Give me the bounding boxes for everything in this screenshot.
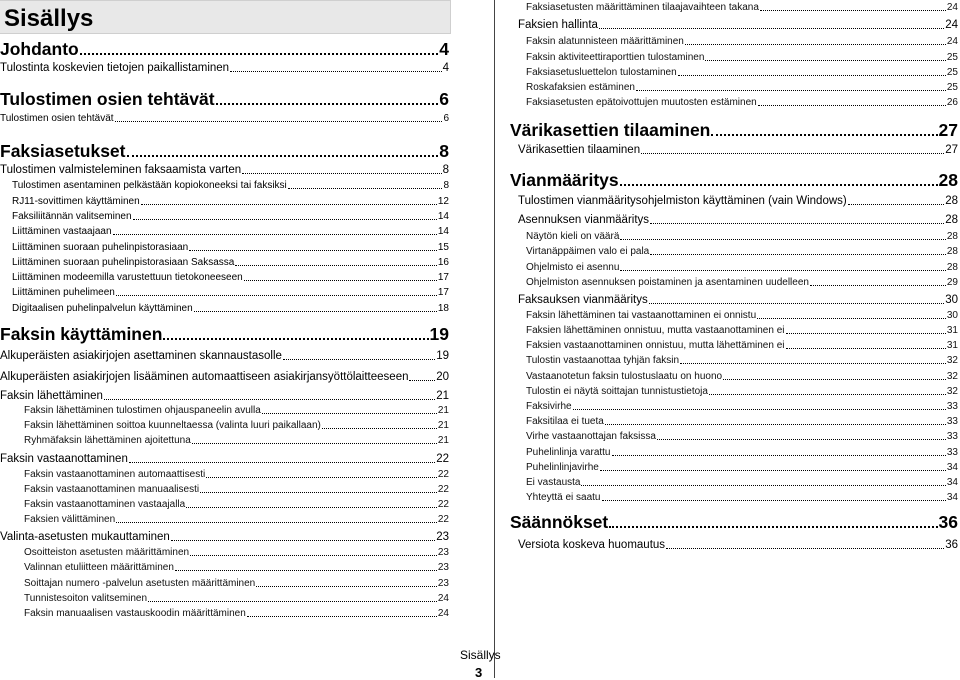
toc-page-number: 33 [946, 447, 958, 458]
toc-entry-title: Tulostimen valmisteleminen faksaamista varten [0, 163, 242, 176]
toc-leader-dots [256, 586, 437, 587]
toc-leader-dots [620, 239, 945, 240]
toc-page-number: 28 [946, 231, 958, 242]
toc-entry-title: Värikasettien tilaaminen [518, 143, 641, 156]
toc-page-number: 18 [437, 303, 449, 314]
toc-chapter-entry[interactable] [0, 38, 449, 59]
toc-entry[interactable] [24, 421, 449, 431]
toc-leader-dots [680, 363, 946, 364]
toc-entry-title: Faksien lähettäminen onnistuu, mutta vastaanottaminen ei [526, 325, 785, 336]
toc-leader-dots [133, 219, 437, 220]
toc-chapter-entry[interactable] [0, 323, 449, 344]
toc-entry-title: Versiota koskeva huomautus [518, 538, 666, 551]
toc-page-number: 31 [946, 340, 958, 351]
toc-page-number: 34 [946, 462, 958, 473]
toc-entry[interactable] [526, 326, 958, 336]
toc-entry[interactable] [526, 432, 958, 442]
toc-entry-title: Faksin lähettäminen [0, 389, 103, 402]
toc-entry-title: Tulostimen vianmääritysohjelmiston käyttäminen (vain Windows) [518, 194, 847, 207]
toc-leader-dots [620, 270, 945, 271]
toc-leader-dots [666, 548, 944, 549]
toc-leader-dots [609, 526, 937, 528]
toc-entry-title: Soittajan numero -palvelun asetusten määrittäminen [24, 578, 256, 589]
toc-entry-title: Tulostimen osien tehtävät [0, 113, 114, 124]
toc-entry-title: Liittäminen suoraan puhelinpistorasiaan Saksassa [12, 257, 235, 268]
toc-leader-dots [216, 103, 439, 105]
toc-page-number: 36 [938, 511, 958, 532]
column-divider [494, 0, 495, 678]
toc-leader-dots [723, 379, 946, 380]
contents-header-bar [0, 0, 451, 34]
toc-leader-dots [80, 53, 439, 55]
toc-entry[interactable] [526, 356, 958, 366]
toc-page-number: 12 [437, 196, 449, 207]
toc-leader-dots [171, 540, 435, 541]
toc-page-number: 6 [443, 113, 449, 124]
toc-leader-dots [758, 105, 946, 106]
toc-page-number: 26 [946, 97, 958, 108]
toc-leader-dots [573, 409, 946, 410]
toc-leader-dots [786, 348, 946, 349]
toc-entry[interactable] [0, 114, 449, 124]
toc-leader-dots [200, 492, 437, 493]
toc-entry[interactable] [526, 263, 958, 273]
toc-entry[interactable] [24, 485, 449, 495]
toc-entry-title: Faksiasetusten määrittäminen tilaajavaihteen takana [526, 2, 759, 13]
toc-entry-title: Faksin vastaanottaminen [0, 452, 128, 465]
toc-entry-title: Faksin vastaanottaminen vastaajalla [24, 499, 186, 510]
toc-page-number: 30 [945, 293, 958, 306]
toc-entry-title: RJ11-sovittimen käyttäminen [12, 196, 140, 207]
toc-page-number: 22 [437, 514, 449, 525]
toc-entry[interactable] [526, 83, 958, 93]
toc-entry-title: Asennuksen vianmääritys [518, 213, 650, 226]
toc-entry[interactable] [526, 417, 958, 427]
toc-page-number: 24 [945, 18, 958, 31]
toc-leader-dots [283, 359, 435, 360]
toc-entry-title: Tulostinta koskevien tietojen paikallistaminen [0, 61, 230, 74]
toc-entry[interactable] [12, 288, 449, 298]
toc-leader-dots [116, 295, 437, 296]
toc-entry-title: Johdanto [0, 38, 79, 59]
toc-page-number: 25 [946, 67, 958, 78]
toc-entry[interactable] [12, 258, 449, 268]
toc-leader-dots [786, 333, 946, 334]
toc-entry-title: Faksiasetusten epätoivottujen muutosten estäminen [526, 97, 757, 108]
toc-leader-dots [262, 413, 437, 414]
toc-page-number: 34 [946, 492, 958, 503]
toc-entry-title: Faksin vastaanottaminen automaattisesti [24, 469, 206, 480]
toc-page-number: 33 [946, 431, 958, 442]
toc-page-number: 24 [437, 608, 449, 619]
toc-leader-dots [141, 204, 437, 205]
toc-leader-dots [848, 204, 944, 205]
toc-entry-title: Faksin lähettäminen tulostimen ohjauspaneelin avulla [24, 405, 261, 416]
toc-leader-dots [602, 500, 946, 501]
toc-leader-dots [709, 394, 946, 395]
toc-page-number: 25 [946, 52, 958, 63]
toc-entry-title: Liittäminen vastaajaan [12, 226, 112, 237]
toc-entry-title: Faksin manuaalisen vastauskoodin määrittäminen [24, 608, 246, 619]
toc-page-number: 23 [437, 562, 449, 573]
toc-leader-dots [175, 570, 437, 571]
toc-page-number: 32 [946, 355, 958, 366]
toc-entry[interactable] [24, 579, 449, 589]
toc-entry-title: Puhelinlinjavirhe [526, 462, 599, 473]
toc-leader-dots [711, 134, 937, 136]
toc-leader-dots [599, 28, 944, 29]
toc-leader-dots [244, 280, 437, 281]
toc-entry-title: Faksin käyttäminen [0, 323, 163, 344]
toc-page-number: 4 [442, 61, 449, 74]
toc-entry-title: Faksien vastaanottaminen onnistuu, mutta lähettäminen ei [526, 340, 785, 351]
page-title: Sisällys [4, 5, 94, 32]
toc-page-number: 23 [437, 578, 449, 589]
toc-entry[interactable] [526, 448, 958, 458]
toc-entry-title: Faksitilaa ei tueta [526, 416, 604, 427]
toc-page-number: 21 [437, 405, 449, 416]
toc-entry-title: Ei vastausta [526, 477, 581, 488]
toc-page-number: 28 [938, 169, 958, 190]
toc-leader-dots [230, 71, 442, 72]
toc-page-number: 8 [442, 163, 449, 176]
toc-page-number: 14 [437, 211, 449, 222]
toc-entry[interactable] [518, 540, 958, 552]
toc-entry-title: Virtanäppäimen valo ei pala [526, 246, 650, 257]
toc-page-number: 25 [946, 82, 958, 93]
toc-page-number: 19 [436, 349, 449, 362]
toc-entry[interactable] [24, 548, 449, 558]
toc-entry[interactable] [24, 470, 449, 480]
toc-entry-title: Alkuperäisten asiakirjojen asettaminen skannaustasolle [0, 349, 282, 362]
toc-entry-title: Faksin vastaanottaminen manuaalisesti [24, 484, 200, 495]
toc-entry[interactable] [24, 500, 449, 510]
toc-entry[interactable] [24, 515, 449, 525]
toc-entry[interactable] [12, 212, 449, 222]
toc-leader-dots [104, 399, 435, 400]
toc-page-number: 22 [436, 452, 449, 465]
toc-leader-dots [186, 507, 437, 508]
toc-entry[interactable] [526, 341, 958, 351]
toc-entry-title: Faksin alatunnisteen määrittäminen [526, 36, 684, 47]
toc-chapter-entry[interactable] [0, 88, 449, 109]
toc-entry[interactable] [526, 372, 958, 382]
toc-page-number: 21 [437, 420, 449, 431]
toc-chapter-entry[interactable] [510, 169, 958, 190]
toc-page-number: 4 [439, 38, 449, 59]
toc-page-number: 21 [436, 389, 449, 402]
toc-entry-title: Ohjelmisto ei asennu [526, 262, 620, 273]
toc-chapter-entry[interactable] [510, 511, 958, 532]
toc-entry-title: Faksien hallinta [518, 18, 598, 31]
toc-leader-dots [190, 555, 437, 556]
toc-page-number: 19 [429, 323, 449, 344]
toc-entry[interactable] [12, 304, 449, 314]
toc-leader-dots [192, 443, 437, 444]
toc-page-number: 33 [946, 416, 958, 427]
toc-entry-title: Faksauksen vianmääritys [518, 293, 648, 306]
toc-leader-dots [705, 60, 945, 61]
toc-leader-dots [148, 601, 437, 602]
toc-entry-title: Yhteyttä ei saatu [526, 492, 601, 503]
toc-leader-dots [189, 250, 437, 251]
toc-entry-title: Faksin lähettäminen soittoa kuunneltaessa (valinta luuri paikallaan) [24, 420, 321, 431]
toc-entry[interactable] [526, 68, 958, 78]
toc-leader-dots [409, 380, 435, 381]
toc-entry-title: Valinnan etuliitteen määrittäminen [24, 562, 174, 573]
toc-page-number: 30 [946, 310, 958, 321]
toc-entry[interactable] [526, 3, 958, 13]
toc-entry-title: Faksiasetusluettelon tulostaminen [526, 67, 677, 78]
toc-page-number: 31 [946, 325, 958, 336]
toc-entry[interactable] [24, 406, 449, 416]
toc-entry[interactable] [24, 594, 449, 604]
toc-leader-dots [605, 424, 946, 425]
toc-entry[interactable] [526, 278, 958, 288]
toc-page-number: 15 [437, 242, 449, 253]
toc-leader-dots [760, 10, 946, 11]
toc-page-number: 23 [437, 547, 449, 558]
toc-leader-dots [649, 303, 944, 304]
toc-entry-title: Ryhmäfaksin lähettäminen ajoitettuna [24, 435, 191, 446]
toc-entry[interactable] [518, 20, 958, 32]
toc-entry[interactable] [518, 295, 958, 307]
toc-leader-dots [636, 90, 946, 91]
toc-entry[interactable] [0, 165, 449, 177]
toc-leader-dots [641, 153, 944, 154]
toc-entry[interactable] [0, 454, 449, 466]
toc-entry[interactable] [12, 227, 449, 237]
toc-entry-title: Näytön kieli on väärä [526, 231, 620, 242]
toc-leader-dots [127, 155, 439, 157]
toc-entry-title: Virhe vastaanottajan faksissa [526, 431, 656, 442]
toc-leader-dots [163, 338, 428, 340]
toc-entry-title: Tunnistesoiton valitseminen [24, 593, 148, 604]
toc-entry[interactable] [0, 63, 449, 75]
toc-leader-dots [247, 616, 437, 617]
toc-entry-title: Tulostimen asentaminen pelkästään kopiokoneeksi tai faksiksi [12, 180, 287, 191]
toc-leader-dots [129, 462, 435, 463]
toc-page-number: 14 [437, 226, 449, 237]
toc-leader-dots [612, 455, 946, 456]
toc-leader-dots [810, 285, 946, 286]
toc-entry-title: Faksiliitännän valitseminen [12, 211, 132, 222]
toc-entry-title: Faksivirhe [526, 401, 572, 412]
toc-leader-dots [113, 234, 437, 235]
toc-entry-title: Liittäminen puhelimeen [12, 287, 115, 298]
toc-page-number: 20 [436, 370, 449, 383]
toc-entry[interactable] [526, 493, 958, 503]
toc-entry[interactable] [0, 532, 449, 544]
footer-section-label: Sisällys [460, 648, 501, 662]
toc-leader-dots [115, 121, 443, 122]
toc-leader-dots [322, 428, 437, 429]
toc-leader-dots [194, 311, 437, 312]
toc-entry[interactable] [0, 391, 449, 403]
toc-entry-title: Faksiasetukset [0, 140, 126, 161]
toc-entry-title: Värikasettien tilaaminen [510, 119, 711, 140]
toc-page-number: 16 [437, 257, 449, 268]
toc-entry[interactable] [526, 478, 958, 488]
toc-entry-title: Valinta-asetusten mukauttaminen [0, 530, 170, 543]
toc-entry[interactable] [518, 215, 958, 227]
toc-entry-title: Roskafaksien estäminen [526, 82, 635, 93]
footer-page-number: 3 [475, 665, 483, 680]
toc-leader-dots [600, 470, 946, 471]
toc-entry-title: Alkuperäisten asiakirjojen lisääminen automaattiseen asiakirjansyöttölaitteeseen [0, 370, 409, 383]
toc-page-number: 8 [443, 180, 449, 191]
toc-page-number: 23 [436, 530, 449, 543]
toc-entry[interactable] [12, 273, 449, 283]
toc-page-number: 33 [946, 401, 958, 412]
toc-leader-dots [657, 439, 946, 440]
toc-page-number: 22 [437, 469, 449, 480]
toc-entry-title: Faksin aktiviteettiraporttien tulostaminen [526, 52, 705, 63]
toc-entry[interactable] [24, 609, 449, 619]
toc-entry[interactable] [526, 311, 958, 321]
toc-page-number: 24 [437, 593, 449, 604]
toc-page-number: 22 [437, 499, 449, 510]
toc-page-number: 27 [938, 119, 958, 140]
toc-entry[interactable] [12, 243, 449, 253]
toc-page-number: 8 [439, 140, 449, 161]
toc-leader-dots [620, 184, 938, 186]
toc-page-number: 32 [946, 386, 958, 397]
toc-page-number: 6 [439, 88, 449, 109]
toc-leader-dots [650, 223, 944, 224]
toc-leader-dots [242, 173, 441, 174]
toc-leader-dots [757, 318, 946, 319]
toc-leader-dots [235, 265, 437, 266]
toc-entry[interactable] [526, 387, 958, 397]
toc-entry[interactable] [526, 402, 958, 412]
toc-entry-title: Vastaanotetun faksin tulostuslaatu on huono [526, 371, 723, 382]
toc-entry-title: Liittäminen suoraan puhelinpistorasiaan [12, 242, 189, 253]
toc-page-number: 24 [946, 36, 958, 47]
toc-page-number: 29 [946, 277, 958, 288]
toc-leader-dots [116, 522, 437, 523]
toc-chapter-entry[interactable] [0, 140, 449, 161]
toc-page-number: 32 [946, 371, 958, 382]
toc-entry[interactable] [24, 563, 449, 573]
toc-entry-title: Tulostimen osien tehtävät [0, 88, 215, 109]
toc-entry-title: Liittäminen modeemilla varustettuun tietokoneeseen [12, 272, 243, 283]
toc-entry[interactable] [12, 181, 449, 191]
toc-entry-title: Tulostin ei näytä soittajan tunnistustietoja [526, 386, 708, 397]
toc-entry-title: Faksin lähettäminen tai vastaanottaminen ei onnistu [526, 310, 757, 321]
toc-entry-title: Vianmääritys [510, 169, 619, 190]
toc-entry[interactable] [526, 232, 958, 242]
toc-entry[interactable] [526, 463, 958, 473]
toc-entry[interactable] [526, 53, 958, 63]
toc-leader-dots [288, 188, 443, 189]
toc-entry-title: Osoitteiston asetusten määrittäminen [24, 547, 190, 558]
toc-entry[interactable] [0, 372, 449, 384]
toc-entry[interactable] [12, 197, 449, 207]
toc-entry[interactable] [24, 436, 449, 446]
toc-entry[interactable] [518, 196, 958, 208]
toc-page-number: 24 [946, 2, 958, 13]
toc-page-number: 27 [945, 143, 958, 156]
toc-entry[interactable] [518, 145, 958, 157]
toc-leader-dots [650, 254, 946, 255]
toc-entry[interactable] [526, 98, 958, 108]
toc-page-number: 22 [437, 484, 449, 495]
toc-entry-title: Tulostin vastaanottaa tyhjän faksin [526, 355, 680, 366]
toc-page-number: 21 [437, 435, 449, 446]
toc-page-number: 28 [945, 213, 958, 226]
toc-page-number: 28 [946, 262, 958, 273]
toc-entry-title: Faksien välittäminen [24, 514, 116, 525]
toc-leader-dots [206, 477, 437, 478]
toc-page-number: 28 [946, 246, 958, 257]
toc-leader-dots [581, 485, 945, 486]
toc-page-number: 34 [946, 477, 958, 488]
toc-entry-title: Digitaalisen puhelinpalvelun käyttäminen [12, 303, 193, 314]
toc-entry-title: Puhelinlinja varattu [526, 447, 611, 458]
toc-page-number: 36 [945, 538, 958, 551]
toc-entry[interactable] [526, 247, 958, 257]
toc-leader-dots [685, 44, 946, 45]
toc-page-number: 28 [945, 194, 958, 207]
toc-entry-title: Säännökset [510, 511, 609, 532]
toc-leader-dots [678, 75, 946, 76]
toc-entry[interactable] [0, 351, 449, 363]
toc-page-number: 17 [437, 287, 449, 298]
toc-chapter-entry[interactable] [510, 119, 958, 140]
toc-page-number: 17 [437, 272, 449, 283]
toc-entry[interactable] [526, 37, 958, 47]
toc-entry-title: Ohjelmiston asennuksen poistaminen ja asentaminen uudelleen [526, 277, 809, 288]
